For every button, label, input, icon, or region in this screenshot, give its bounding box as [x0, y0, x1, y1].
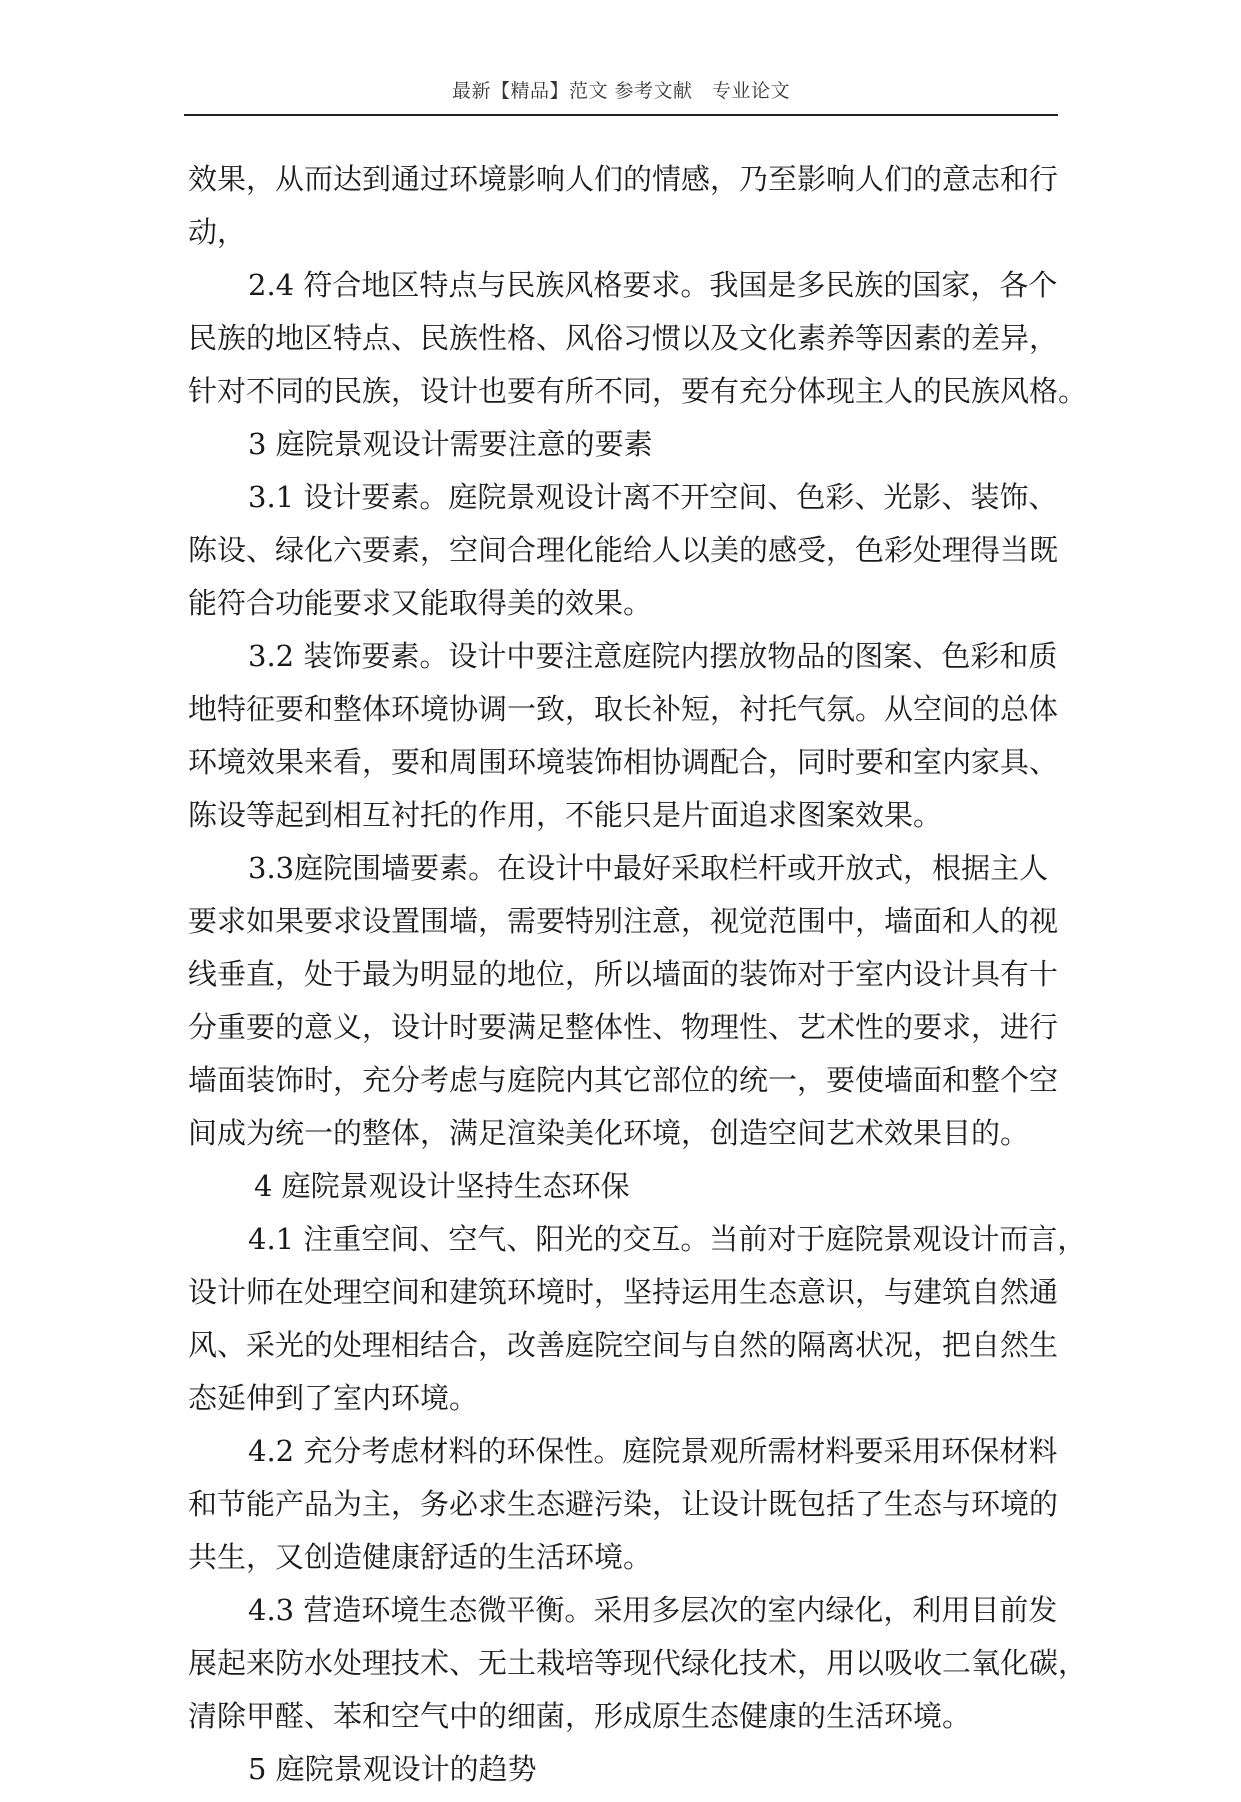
text-line: 清除甲醛、苯和空气中的细菌，形成原生态健康的生活环境。	[188, 1699, 972, 1733]
text-line: 共生，又创造健康舒适的生活环境。	[188, 1540, 653, 1574]
text-line: 3.3庭院围墙要素。在设计中最好采取栏杆或开放式，根据主人	[248, 851, 1049, 885]
text-line: 环境效果来看，要和周围环境装饰相协调配合，同时要和室内家具、	[188, 745, 1059, 779]
page-header: 最新【精品】范文 参考文献 专业论文	[451, 80, 791, 102]
text-line: 3.2 装饰要素。设计中要注意庭院内摆放物品的图案、色彩和质	[248, 639, 1058, 673]
text-line: 地特征要和整体环境协调一致，取长补短，衬托气氛。从空间的总体	[188, 692, 1059, 726]
section-heading: 5 庭院景观设计的趋势	[248, 1752, 537, 1786]
text-line: 和节能产品为主，务必求生态避污染，让设计既包括了生态与环境的	[188, 1487, 1059, 1521]
text-line: 要求如果要求设置围墙，需要特别注意，视觉范围中，墙面和人的视	[188, 904, 1059, 938]
text-line: 态延伸到了室内环境。	[188, 1381, 479, 1415]
text-line: 陈设等起到相互衬托的作用，不能只是片面追求图案效果。	[188, 798, 943, 832]
text-line: 分重要的意义，设计时要满足整体性、物理性、艺术性的要求，进行	[188, 1010, 1059, 1044]
text-line: 效果，从而达到通过环境影响人们的情感，乃至影响人们的意志和行	[188, 162, 1059, 196]
text-line: 间成为统一的整体，满足渲染美化环境，创造空间艺术效果目的。	[188, 1116, 1030, 1150]
text-line: 风、采光的处理相结合，改善庭院空间与自然的隔离状况，把自然生	[188, 1328, 1059, 1362]
text-line: 陈设、绿化六要素，空间合理化能给人以美的感受，色彩处理得当既	[188, 533, 1059, 567]
text-line: 3.1 设计要素。庭院景观设计离不开空间、色彩、光影、装饰、	[248, 480, 1058, 514]
header-divider	[184, 114, 1058, 116]
section-heading: 3 庭院景观设计需要注意的要素	[248, 427, 653, 461]
text-line: 线垂直，处于最为明显的地位，所以墙面的装饰对于室内设计具有十	[188, 957, 1059, 991]
text-line: 展起来防水处理技术、无土栽培等现代绿化技术，用以吸收二氧化碳，	[188, 1646, 1088, 1680]
document-body	[188, 159, 1088, 1802]
text-line: 2.4 符合地区特点与民族风格要求。我国是多民族的国家，各个	[248, 268, 1058, 302]
text-line: 设计师在处理空间和建筑环境时，坚持运用生态意识，与建筑自然通	[188, 1275, 1059, 1309]
text-line: 动，	[188, 215, 247, 249]
text-line: 能符合功能要求又能取得美的效果。	[188, 586, 653, 620]
text-line: 4.2 充分考虑材料的环保性。庭院景观所需材料要采用环保材料	[248, 1434, 1058, 1468]
section-heading: 4 庭院景观设计坚持生态环保	[254, 1169, 630, 1203]
text-line: 民族的地区特点、民族性格、风俗习惯以及文化素养等因素的差异，	[188, 321, 1059, 355]
text-line: 4.3 营造环境生态微平衡。采用多层次的室内绿化，利用目前发	[248, 1593, 1058, 1627]
text-line: 4.1 注重空间、空气、阳光的交互。当前对于庭院景观设计而言，	[248, 1222, 1087, 1256]
text-line: 针对不同的民族，设计也要有所不同，要有充分体现主人的民族风格。	[188, 374, 1088, 408]
text-line: 墙面装饰时，充分考虑与庭院内其它部位的统一，要使墙面和整个空	[188, 1063, 1059, 1097]
